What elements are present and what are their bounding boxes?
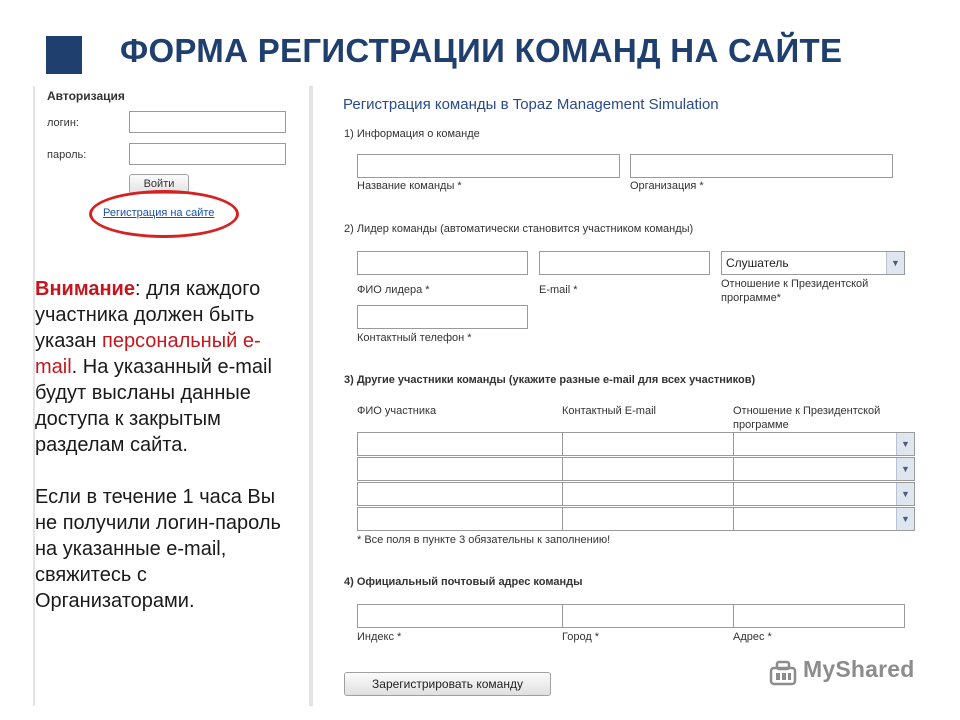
address-input[interactable] (733, 604, 905, 628)
chevron-down-icon: ▼ (886, 252, 904, 274)
login-label: логин: (47, 117, 79, 129)
auth-title: Авторизация (47, 89, 125, 103)
section3-heading: 3) Другие участники команды (укажите разные e-mail для всех участников) (344, 374, 756, 386)
participant-relation-select[interactable] (733, 457, 915, 481)
attention-word: Внимание (35, 278, 135, 300)
section1-heading: 1) Информация о команде (344, 128, 480, 140)
login-button[interactable]: Войти (129, 174, 189, 194)
relation-label: Отношение к Президентской программе* (721, 278, 869, 304)
leader-name-input[interactable] (357, 251, 528, 275)
team-name-input[interactable] (357, 154, 620, 178)
participants-table (357, 432, 915, 532)
organization-input[interactable] (630, 154, 893, 178)
chevron-down-icon: ▼ (896, 433, 914, 455)
participant-name-input[interactable] (357, 482, 563, 506)
participant-relation-select[interactable] (733, 482, 915, 506)
organization-label: Организация * (630, 180, 704, 192)
submit-registration-button[interactable]: Зарегистрировать команду (344, 672, 551, 696)
section4-heading: 4) Официальный почтовый адрес команды (344, 576, 583, 588)
participant-email-input[interactable] (562, 507, 734, 531)
register-link[interactable]: Регистрация на сайте (103, 207, 215, 219)
leader-email-input[interactable] (539, 251, 710, 275)
notice-paragraph-2: Если в течение 1 часа Вы не получили логин-пароль на указанные e-mail, свяжитесь с Организаторами. (35, 486, 281, 612)
phone-label: Контактный телефон * (357, 332, 472, 344)
chevron-down-icon: ▼ (896, 508, 914, 530)
notice-part-2: . На указанный e-mail будут высланы данные доступа к закрытым разделам сайта. (35, 356, 272, 456)
slide-title: ФОРМА РЕГИСТРАЦИИ КОМАНД НА САЙТЕ (120, 32, 843, 69)
participant-name-input[interactable] (357, 432, 563, 456)
notice-text (35, 276, 297, 614)
personal-email-text: персональный e-mail (35, 330, 261, 378)
address-label: Адрес * (733, 631, 772, 643)
participant-email-input[interactable] (562, 457, 734, 481)
chevron-down-icon: ▼ (896, 483, 914, 505)
chevron-down-icon: ▼ (896, 458, 914, 480)
myshared-logo-icon (768, 658, 798, 688)
watermark-text: MyShared (803, 656, 915, 682)
section2-heading: 2) Лидер команды (автоматически становится участником команды) (344, 223, 694, 235)
notice-part-1: : для каждого участника должен быть указан (35, 278, 261, 352)
participant-name-input[interactable] (357, 507, 563, 531)
section3-note: * Все поля в пункте 3 обязательны к заполнению! (357, 534, 611, 546)
postal-index-label: Индекс * (357, 631, 402, 643)
participant-relation-select[interactable] (733, 507, 915, 531)
postal-index-input[interactable] (357, 604, 563, 628)
participant-email-input[interactable] (562, 432, 734, 456)
leader-email-label: E-mail * (539, 284, 578, 296)
column-header-email: Контактный E-mail (562, 405, 656, 417)
notice-paragraph-1 (35, 276, 297, 458)
relation-select-value: Слушатель (726, 256, 789, 270)
relation-select[interactable] (721, 251, 905, 275)
column-header-relation: Отношение к Президентской программе (733, 405, 881, 431)
password-input[interactable] (129, 143, 286, 165)
panel-divider (309, 86, 313, 706)
form-title: Регистрация команды в Topaz Management Simulation (343, 96, 719, 113)
team-name-label: Название команды * (357, 180, 462, 192)
login-input[interactable] (129, 111, 286, 133)
title-square-decoration (46, 36, 82, 74)
participant-relation-select[interactable] (733, 432, 915, 456)
password-label: пароль: (47, 149, 87, 161)
participant-name-input[interactable] (357, 457, 563, 481)
phone-input[interactable] (357, 305, 528, 329)
city-label: Город * (562, 631, 600, 643)
city-input[interactable] (562, 604, 734, 628)
column-header-name: ФИО участника (357, 405, 437, 417)
participant-email-input[interactable] (562, 482, 734, 506)
leader-name-label: ФИО лидера * (357, 284, 430, 296)
